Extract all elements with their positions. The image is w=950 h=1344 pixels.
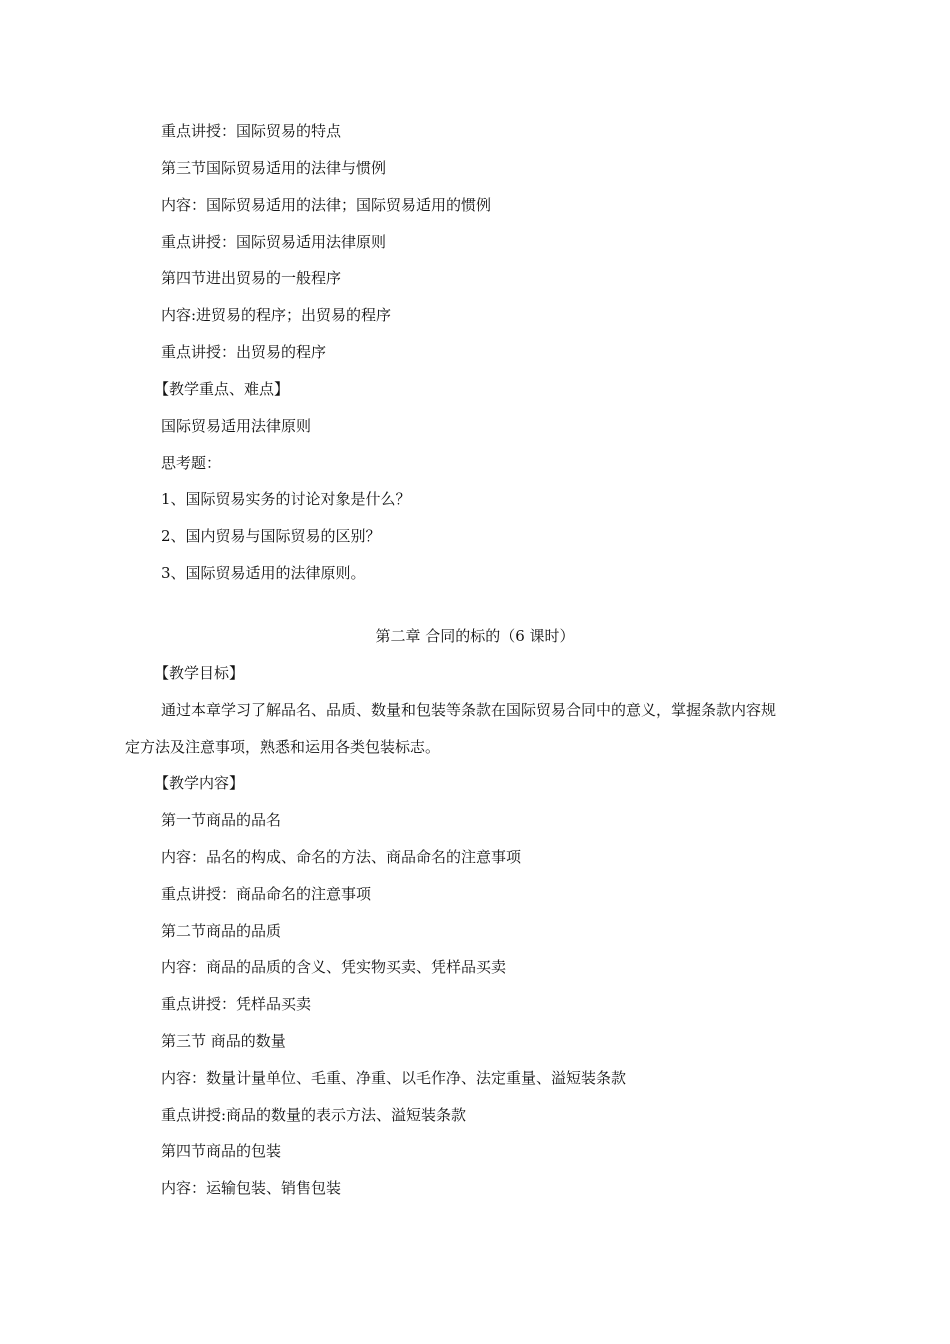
focus-line-product-quantity: 重点讲授:商品的数量的表示方法、溢短装条款 — [161, 1106, 467, 1124]
question-item-2: 2、国内贸易与国际贸易的区别？ — [161, 527, 381, 545]
questions-heading: 思考题： — [161, 454, 222, 472]
content-line-product-name: 内容：品名的构成、命名的方法、商品命名的注意事项 — [161, 848, 522, 866]
heading-teaching-goals: 【教学目标】 — [154, 664, 245, 682]
focus-line-export-procedure: 重点讲授：出贸易的程序 — [161, 343, 327, 361]
section-title-product-name: 第一节商品的品名 — [161, 811, 282, 829]
content-line-trade-procedure: 内容:进贸易的程序；出贸易的程序 — [161, 306, 392, 324]
heading-teaching-content: 【教学内容】 — [154, 774, 245, 792]
question-item-1: 1、国际贸易实务的讨论对象是什么？ — [161, 490, 411, 508]
question-item-3: 3、国际贸易适用的法律原则。 — [161, 564, 366, 582]
chapter-title: 第二章 合同的标的（6 课时） — [375, 627, 575, 645]
focus-line-product-quality: 重点讲授：凭样品买卖 — [161, 995, 312, 1013]
key-point-text: 国际贸易适用法律原则 — [161, 417, 312, 435]
content-line-laws-customs: 内容：国际贸易适用的法律；国际贸易适用的惯例 — [161, 196, 492, 214]
goal-text-line-1: 通过本章学习了解品名、品质、数量和包装等条款在国际贸易合同中的意义，掌握条款内容规 — [161, 701, 777, 719]
content-line-product-packing: 内容：运输包装、销售包装 — [161, 1179, 342, 1197]
focus-line-trade-features: 重点讲授：国际贸易的特点 — [161, 122, 342, 140]
content-line-product-quality: 内容：商品的品质的含义、凭实物买卖、凭样品买卖 — [161, 958, 507, 976]
section-title-product-packing: 第四节商品的包装 — [161, 1142, 282, 1160]
content-line-product-quantity: 内容：数量计量单位、毛重、净重、以毛作净、法定重量、溢短装条款 — [161, 1069, 627, 1087]
goal-text-line-2: 定方法及注意事项，熟悉和运用各类包装标志。 — [125, 738, 441, 756]
focus-line-product-name: 重点讲授：商品命名的注意事项 — [161, 885, 372, 903]
section-title-product-quantity: 第三节 商品的数量 — [161, 1032, 286, 1050]
focus-line-law-principles: 重点讲授：国际贸易适用法律原则 — [161, 233, 387, 251]
section-title-product-quality: 第二节商品的品质 — [161, 922, 282, 940]
section-title-laws-customs: 第三节国际贸易适用的法律与惯例 — [161, 159, 387, 177]
section-title-trade-procedure: 第四节进出贸易的一般程序 — [161, 269, 342, 287]
heading-key-points: 【教学重点、难点】 — [154, 380, 290, 398]
